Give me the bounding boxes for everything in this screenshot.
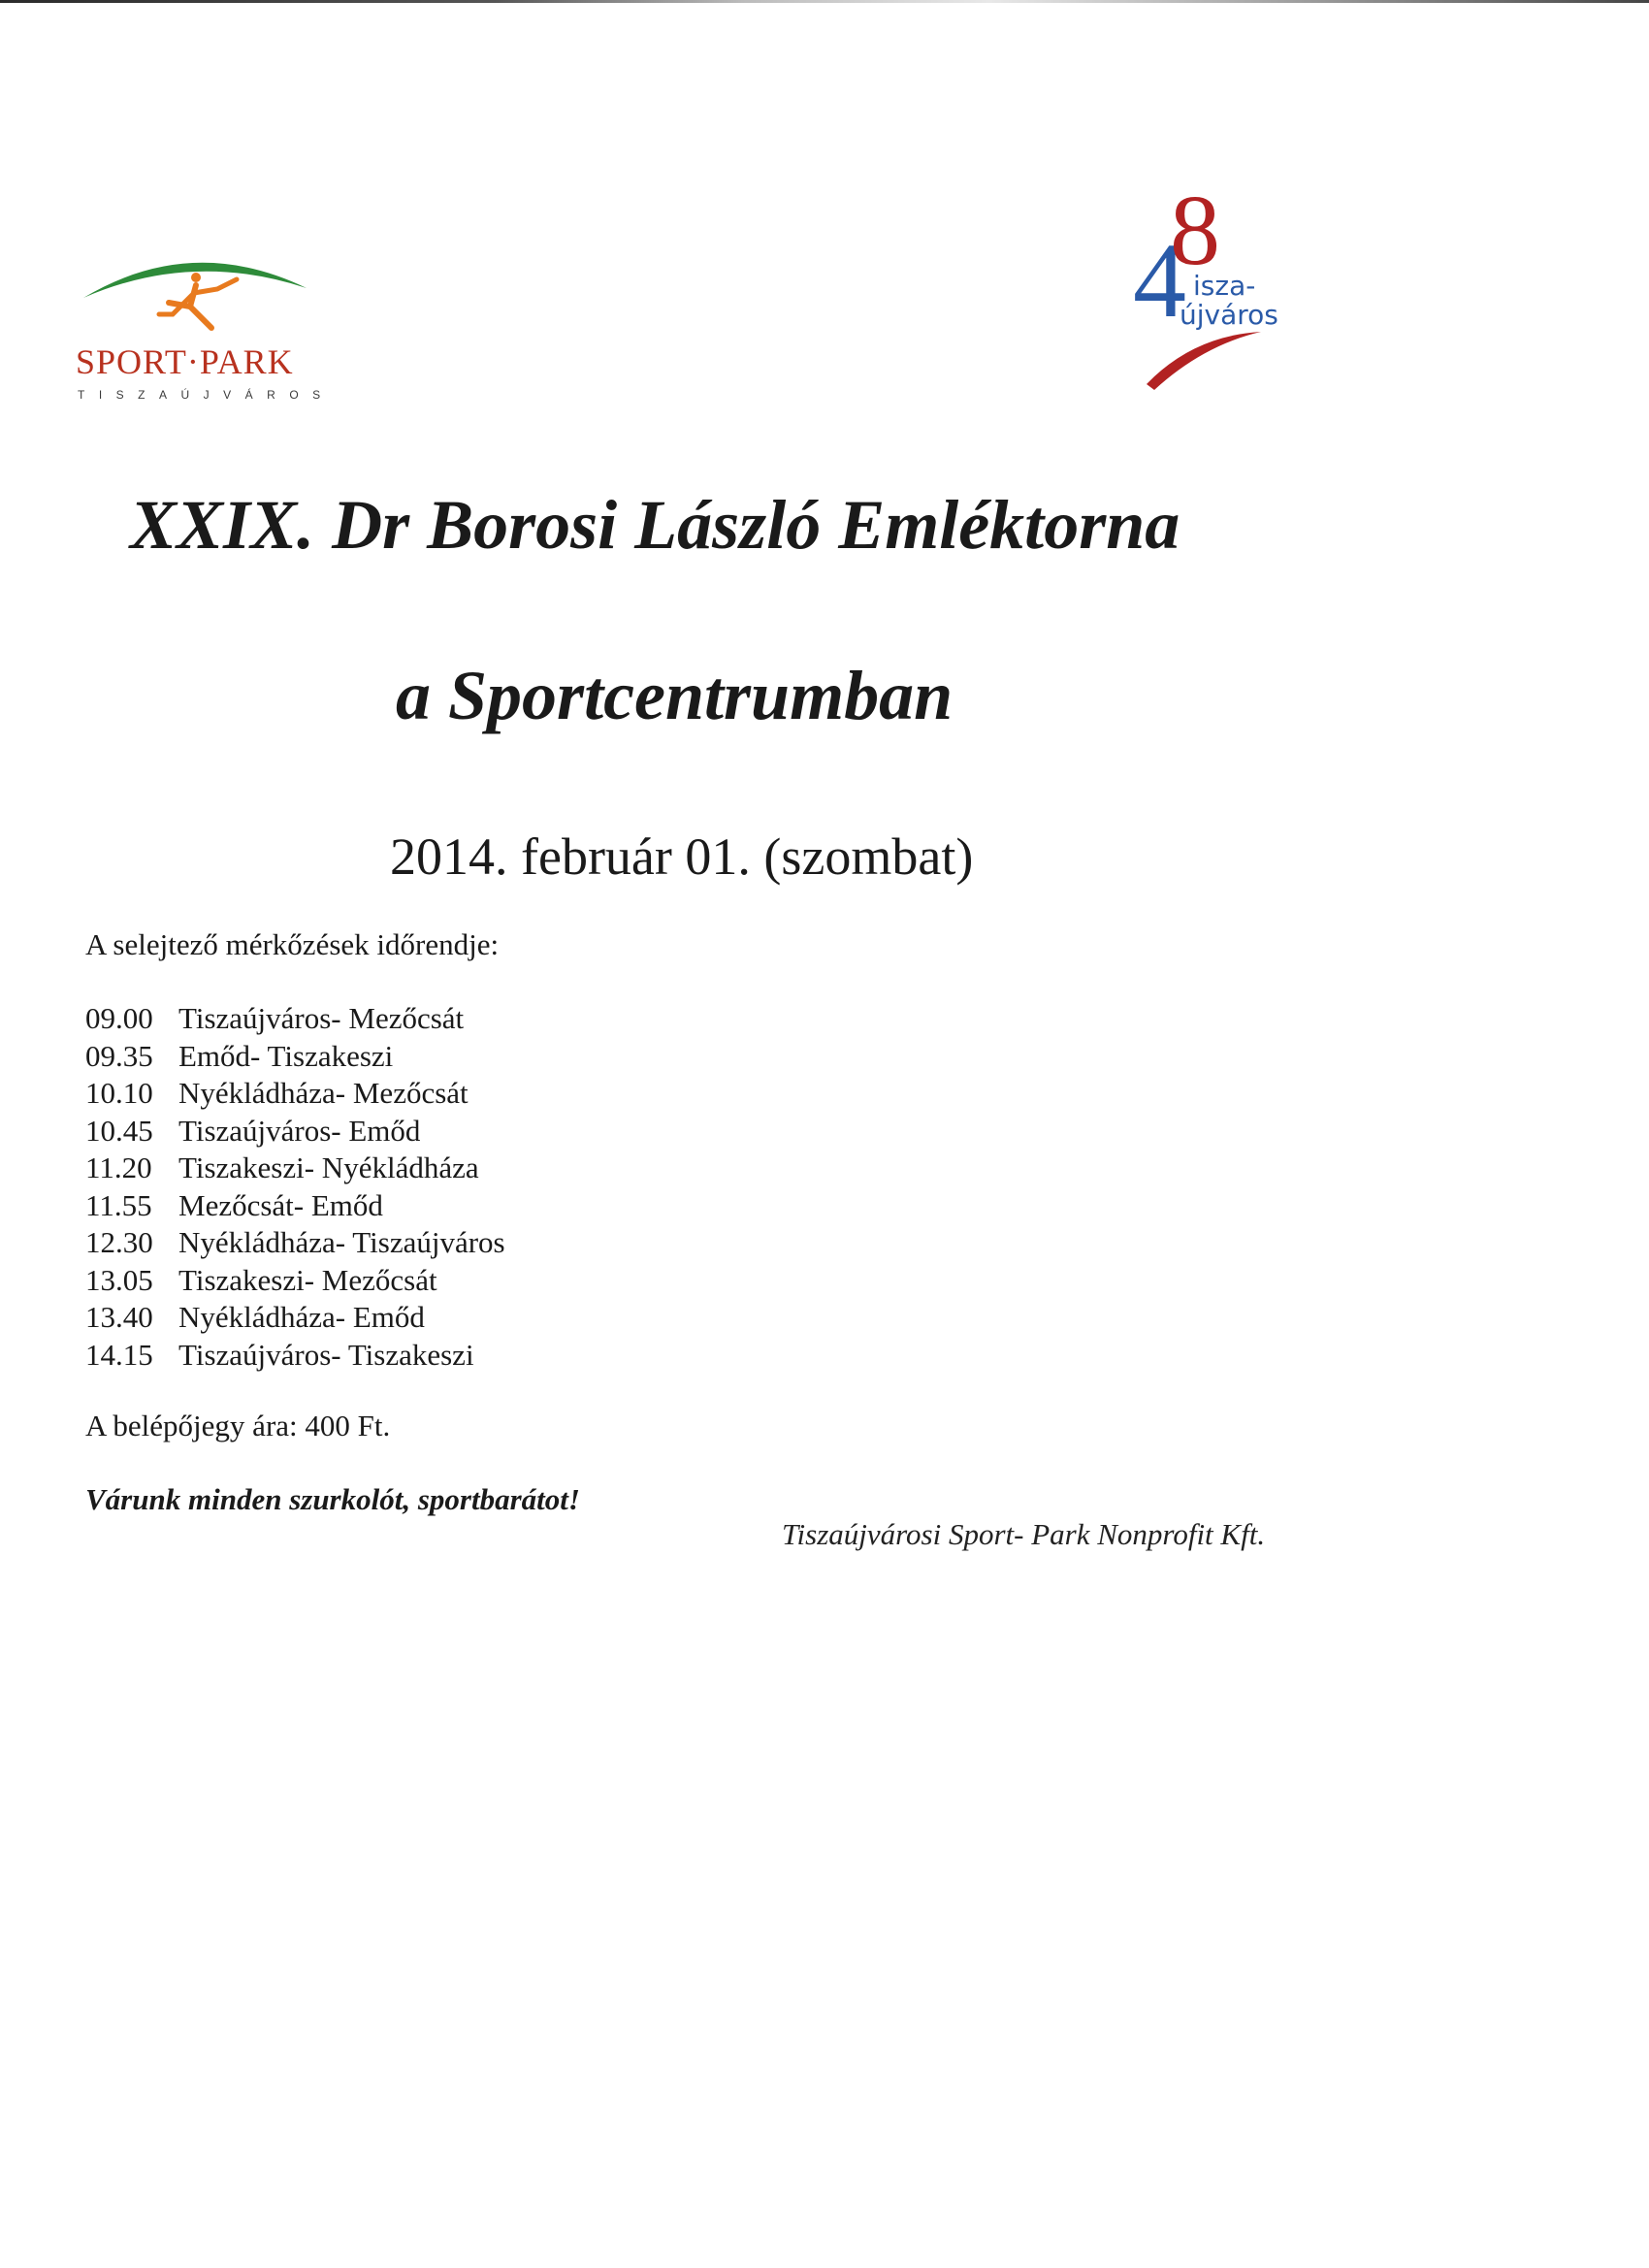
match-time: 13.40 xyxy=(85,1300,153,1334)
schedule-heading: A selejtező mérkőzések időrendje: xyxy=(85,927,500,961)
sport-park-logo xyxy=(76,244,335,409)
sport-park-subtitle: TISZAÚJVÁROS xyxy=(78,388,335,402)
sport-park-name: SPORT·PARK xyxy=(76,342,294,381)
event-subtitle: a Sportcentrumban xyxy=(396,657,954,734)
match-teams: Tiszaújváros- Tiszakeszi xyxy=(178,1337,474,1372)
match-time: 14.15 xyxy=(85,1337,153,1372)
tiszaujvaros-48-logo xyxy=(1125,175,1300,394)
match-row xyxy=(85,1038,505,1076)
match-time: 09.35 xyxy=(85,1038,153,1073)
match-time: 10.10 xyxy=(85,1076,153,1110)
match-teams: Tiszakeszi- Mezőcsát xyxy=(178,1262,437,1297)
match-teams: Nyékládháza- Mezőcsát xyxy=(178,1076,469,1110)
match-schedule xyxy=(85,1000,505,1374)
organizer-signature: Tiszaújvárosi Sport- Park Nonprofit Kft. xyxy=(782,1517,1266,1551)
logo-four: 4 xyxy=(1133,221,1186,340)
logo-word-line1: isza- xyxy=(1193,270,1256,302)
match-time: 12.30 xyxy=(85,1225,153,1259)
match-row xyxy=(85,1150,505,1187)
match-row xyxy=(85,1113,505,1150)
closing-line: Várunk minden szurkolót, sportbarátot! xyxy=(85,1482,580,1516)
match-teams: Nyékládháza- Tiszaújváros xyxy=(178,1225,505,1259)
logo-word-line2: újváros xyxy=(1180,299,1278,331)
running-figure-icon xyxy=(76,244,328,341)
match-row xyxy=(85,1187,505,1225)
match-row xyxy=(85,1224,505,1262)
match-row xyxy=(85,1299,505,1337)
match-time: 10.45 xyxy=(85,1113,153,1148)
match-row xyxy=(85,1000,505,1038)
logo-eight: 8 xyxy=(1170,175,1220,286)
match-time: 13.05 xyxy=(85,1262,153,1297)
match-row xyxy=(85,1075,505,1113)
event-title: XXIX. Dr Borosi László Emléktorna xyxy=(130,486,1180,564)
event-date: 2014. február 01. (szombat) xyxy=(390,827,974,886)
match-teams: Tiszaújváros- Mezőcsát xyxy=(178,1001,465,1035)
match-teams: Nyékládháza- Emőd xyxy=(178,1300,425,1334)
match-time: 11.20 xyxy=(85,1150,152,1184)
match-time: 09.00 xyxy=(85,1001,153,1035)
match-row xyxy=(85,1337,505,1375)
match-row xyxy=(85,1262,505,1300)
match-teams: Tiszakeszi- Nyékládháza xyxy=(178,1150,479,1184)
scan-edge xyxy=(0,0,1649,3)
match-time: 11.55 xyxy=(85,1187,152,1222)
match-teams: Mezőcsát- Emőd xyxy=(178,1187,383,1222)
match-teams: Tiszaújváros- Emőd xyxy=(178,1113,421,1148)
match-teams: Emőd- Tiszakeszi xyxy=(178,1038,394,1073)
ticket-price: A belépőjegy ára: 400 Ft. xyxy=(85,1409,391,1442)
